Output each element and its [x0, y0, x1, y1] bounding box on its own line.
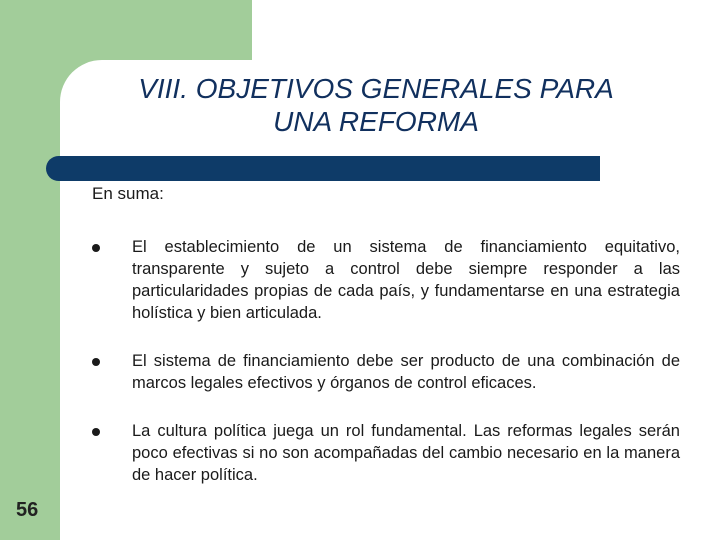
bullet-text: La cultura política juega un rol fundamental. Las reformas legales serán poco efectivas si no son acompañadas del cambio necesario en la manera de hacer política. [132, 422, 680, 484]
bullet-dot-icon [92, 428, 100, 436]
bullet-list [88, 236, 680, 512]
bullet-dot-icon [92, 358, 100, 366]
slide-number: 56 [16, 499, 39, 521]
list-item [88, 420, 680, 486]
title-divider-bar [46, 156, 600, 181]
list-item [88, 350, 680, 394]
title-line-2: UNA REFORMA [273, 106, 479, 137]
title-line-1: VIII. OBJETIVOS GENERALES PARA [138, 73, 614, 104]
slide-title [86, 72, 666, 138]
list-item [88, 236, 680, 324]
bullet-dot-icon [92, 244, 100, 252]
bullet-text: El establecimiento de un sistema de financiamiento equitativo, transparente y sujeto a control debe siempre responder a las particularidades propias de cada país, y fundamentarse en una estrategia holística y bien articulada. [132, 238, 680, 322]
section-subtitle: En suma: [92, 184, 164, 203]
bullet-text: El sistema de financiamiento debe ser producto de una combinación de marcos legales efectivos y órganos de control eficaces. [132, 352, 680, 392]
